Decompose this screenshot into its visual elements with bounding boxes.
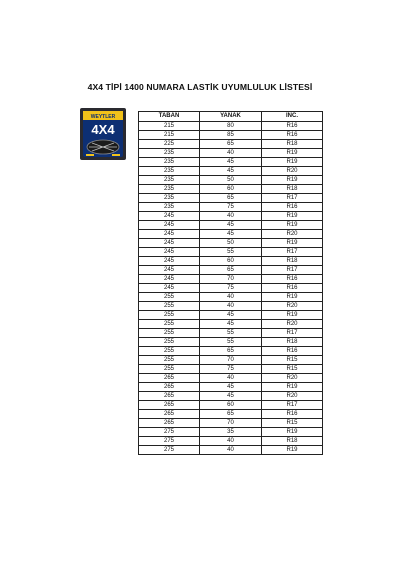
cell-taban: 265 <box>139 418 200 427</box>
cell-taban: 235 <box>139 193 200 202</box>
cell-taban: 265 <box>139 409 200 418</box>
cell-inc: R19 <box>262 427 323 436</box>
cell-taban: 235 <box>139 157 200 166</box>
cell-inc: R19 <box>262 445 323 454</box>
table-row <box>139 148 323 157</box>
cell-yanak: 45 <box>200 229 262 238</box>
cell-taban: 275 <box>139 436 200 445</box>
cell-taban: 255 <box>139 337 200 346</box>
cell-yanak: 65 <box>200 346 262 355</box>
table-row <box>139 229 323 238</box>
cell-taban: 215 <box>139 130 200 139</box>
cell-taban: 245 <box>139 220 200 229</box>
cell-taban: 235 <box>139 175 200 184</box>
cell-inc: R16 <box>262 202 323 211</box>
cell-yanak: 65 <box>200 409 262 418</box>
table-row <box>139 328 323 337</box>
cell-yanak: 45 <box>200 166 262 175</box>
cell-taban: 245 <box>139 211 200 220</box>
cell-inc: R16 <box>262 121 323 130</box>
cell-inc: R16 <box>262 130 323 139</box>
snow-chain-box-icon <box>80 108 126 160</box>
table-row <box>139 382 323 391</box>
cell-yanak: 65 <box>200 139 262 148</box>
cell-yanak: 80 <box>200 121 262 130</box>
table-row <box>139 184 323 193</box>
cell-taban: 245 <box>139 274 200 283</box>
cell-taban: 245 <box>139 283 200 292</box>
cell-inc: R17 <box>262 247 323 256</box>
cell-inc: R19 <box>262 238 323 247</box>
product-image <box>80 108 126 160</box>
cell-inc: R20 <box>262 301 323 310</box>
table-row <box>139 337 323 346</box>
table-row <box>139 400 323 409</box>
table-row <box>139 139 323 148</box>
cell-taban: 235 <box>139 148 200 157</box>
cell-taban: 235 <box>139 166 200 175</box>
cell-inc: R15 <box>262 364 323 373</box>
table-row <box>139 436 323 445</box>
cell-inc: R19 <box>262 220 323 229</box>
cell-yanak: 60 <box>200 184 262 193</box>
cell-yanak: 40 <box>200 211 262 220</box>
cell-yanak: 40 <box>200 436 262 445</box>
table-row <box>139 292 323 301</box>
cell-inc: R17 <box>262 193 323 202</box>
table-row <box>139 418 323 427</box>
cell-yanak: 75 <box>200 283 262 292</box>
cell-inc: R19 <box>262 211 323 220</box>
cell-yanak: 70 <box>200 418 262 427</box>
cell-taban: 215 <box>139 121 200 130</box>
cell-yanak: 55 <box>200 247 262 256</box>
cell-yanak: 40 <box>200 445 262 454</box>
cell-yanak: 40 <box>200 301 262 310</box>
cell-taban: 255 <box>139 346 200 355</box>
cell-taban: 255 <box>139 328 200 337</box>
header-inc: INC. <box>262 112 323 122</box>
cell-taban: 275 <box>139 445 200 454</box>
cell-yanak: 45 <box>200 382 262 391</box>
cell-inc: R15 <box>262 418 323 427</box>
table-row <box>139 193 323 202</box>
cell-yanak: 40 <box>200 148 262 157</box>
header-yanak: YANAK <box>200 112 262 122</box>
cell-inc: R19 <box>262 157 323 166</box>
cell-yanak: 50 <box>200 175 262 184</box>
table-row <box>139 355 323 364</box>
cell-taban: 265 <box>139 373 200 382</box>
cell-taban: 245 <box>139 265 200 274</box>
cell-inc: R19 <box>262 382 323 391</box>
cell-inc: R17 <box>262 265 323 274</box>
cell-inc: R16 <box>262 346 323 355</box>
table-row <box>139 238 323 247</box>
table-row <box>139 256 323 265</box>
table-row <box>139 373 323 382</box>
cell-yanak: 70 <box>200 274 262 283</box>
cell-taban: 265 <box>139 382 200 391</box>
cell-taban: 255 <box>139 355 200 364</box>
cell-inc: R16 <box>262 283 323 292</box>
cell-inc: R17 <box>262 328 323 337</box>
cell-inc: R20 <box>262 391 323 400</box>
table-row <box>139 391 323 400</box>
tire-compatibility-table <box>138 111 323 455</box>
cell-taban: 245 <box>139 247 200 256</box>
cell-yanak: 75 <box>200 202 262 211</box>
cell-yanak: 35 <box>200 427 262 436</box>
table-body <box>139 121 323 454</box>
cell-inc: R16 <box>262 274 323 283</box>
cell-inc: R18 <box>262 256 323 265</box>
cell-taban: 255 <box>139 292 200 301</box>
table-row <box>139 310 323 319</box>
cell-yanak: 65 <box>200 265 262 274</box>
table-row <box>139 121 323 130</box>
table-row <box>139 274 323 283</box>
cell-yanak: 55 <box>200 328 262 337</box>
cell-taban: 255 <box>139 310 200 319</box>
cell-taban: 235 <box>139 184 200 193</box>
cell-yanak: 45 <box>200 391 262 400</box>
cell-yanak: 70 <box>200 355 262 364</box>
table-row <box>139 265 323 274</box>
table-row <box>139 202 323 211</box>
cell-taban: 245 <box>139 238 200 247</box>
cell-inc: R20 <box>262 166 323 175</box>
cell-yanak: 75 <box>200 364 262 373</box>
cell-taban: 235 <box>139 202 200 211</box>
cell-yanak: 40 <box>200 292 262 301</box>
cell-taban: 245 <box>139 229 200 238</box>
table-header-row <box>139 112 323 122</box>
cell-inc: R20 <box>262 229 323 238</box>
cell-inc: R16 <box>262 409 323 418</box>
table-row <box>139 427 323 436</box>
cell-yanak: 55 <box>200 337 262 346</box>
cell-inc: R20 <box>262 373 323 382</box>
cell-yanak: 45 <box>200 310 262 319</box>
table-row <box>139 319 323 328</box>
table-row <box>139 364 323 373</box>
cell-yanak: 45 <box>200 157 262 166</box>
product-box-text: 4X4 <box>91 122 115 137</box>
table-row <box>139 301 323 310</box>
cell-taban: 265 <box>139 391 200 400</box>
table-row <box>139 445 323 454</box>
cell-inc: R15 <box>262 355 323 364</box>
cell-taban: 265 <box>139 400 200 409</box>
cell-taban: 255 <box>139 319 200 328</box>
table-row <box>139 220 323 229</box>
cell-yanak: 40 <box>200 373 262 382</box>
cell-inc: R19 <box>262 148 323 157</box>
cell-yanak: 60 <box>200 400 262 409</box>
product-brand: WEYTLER <box>90 114 116 120</box>
cell-inc: R18 <box>262 337 323 346</box>
cell-yanak: 85 <box>200 130 262 139</box>
table-row <box>139 346 323 355</box>
cell-yanak: 60 <box>200 256 262 265</box>
cell-inc: R20 <box>262 319 323 328</box>
table-row <box>139 166 323 175</box>
table-row <box>139 130 323 139</box>
table-row <box>139 283 323 292</box>
cell-yanak: 45 <box>200 319 262 328</box>
cell-taban: 275 <box>139 427 200 436</box>
table-row <box>139 409 323 418</box>
cell-inc: R19 <box>262 175 323 184</box>
table-row <box>139 157 323 166</box>
cell-taban: 255 <box>139 364 200 373</box>
cell-taban: 255 <box>139 301 200 310</box>
cell-inc: R19 <box>262 292 323 301</box>
cell-inc: R18 <box>262 184 323 193</box>
cell-yanak: 50 <box>200 238 262 247</box>
cell-inc: R18 <box>262 139 323 148</box>
page-title: 4X4 TİPİ 1400 NUMARA LASTİK UYUMLULUK LİSTESİ <box>87 82 313 92</box>
cell-yanak: 45 <box>200 220 262 229</box>
cell-yanak: 65 <box>200 193 262 202</box>
cell-taban: 245 <box>139 256 200 265</box>
cell-inc: R17 <box>262 400 323 409</box>
cell-inc: R18 <box>262 436 323 445</box>
cell-inc: R19 <box>262 310 323 319</box>
table-row <box>139 247 323 256</box>
cell-taban: 225 <box>139 139 200 148</box>
table-row <box>139 211 323 220</box>
table-row <box>139 175 323 184</box>
header-taban: TABAN <box>139 112 200 122</box>
